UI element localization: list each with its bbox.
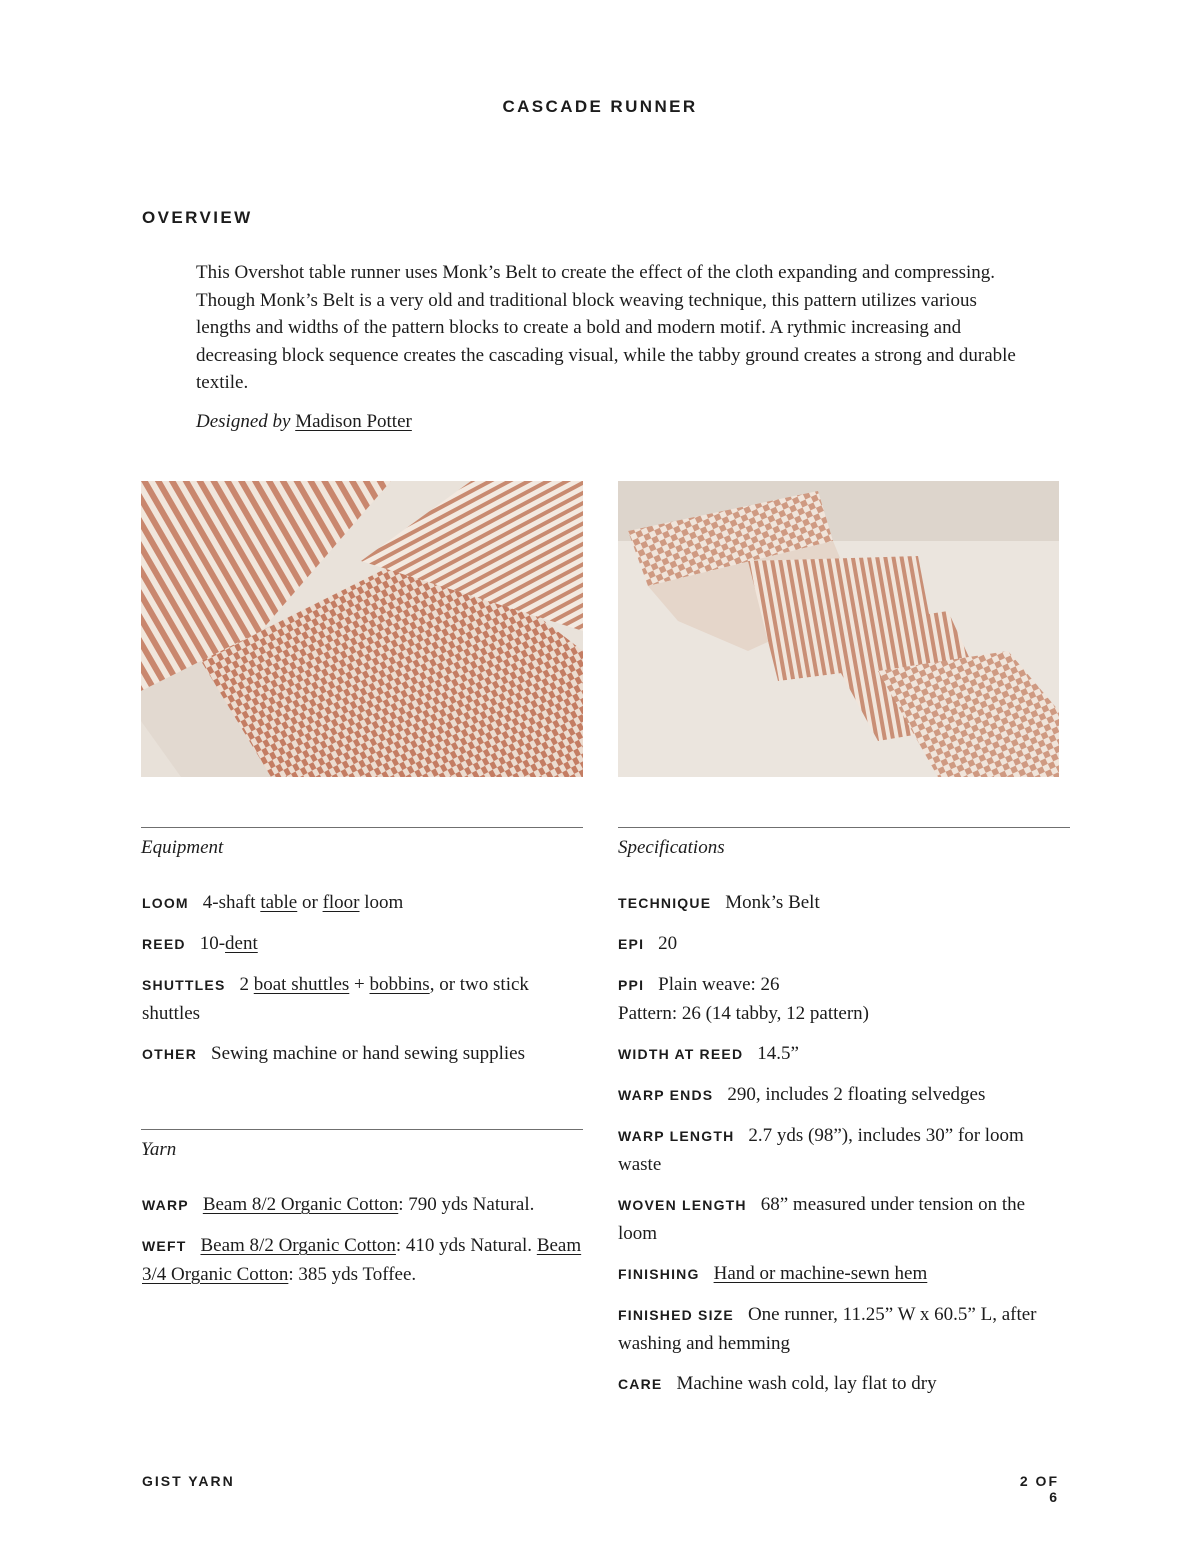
woven-length-label: WOVEN LENGTH (618, 1197, 747, 1213)
woven-length-value: 68” measured under tension on the loom (618, 1194, 1026, 1244)
designed-by-label: Designed by (196, 411, 291, 432)
spec-finishing-row (618, 1260, 1068, 1289)
designer-link[interactable]: Madison Potter (295, 411, 412, 432)
weft-label: WEFT (142, 1238, 187, 1254)
finished-size-label: FINISHED SIZE (618, 1307, 734, 1323)
reed-pre: 10- (199, 933, 226, 954)
yarn-divider (141, 1129, 583, 1130)
spec-ppi-row (618, 971, 1068, 1027)
warp-length-value: 2.7 yds (98”), includes 30” for loom waste (618, 1125, 1024, 1175)
spec-finished-size-row (618, 1301, 1068, 1357)
overview-heading: OVERVIEW (142, 208, 253, 227)
specifications-title: Specifications (618, 837, 725, 858)
finished-size-value: One runner, 11.25” W x 60.5” L, after washing and hemming (618, 1304, 1037, 1354)
spec-care-row (618, 1370, 1068, 1399)
equipment-shuttles-row (142, 971, 582, 1027)
finishing-label: FINISHING (618, 1266, 700, 1282)
shuttles-plus: + (354, 974, 365, 995)
shuttles-post: , or two stick shuttles (142, 974, 529, 1024)
weft-yarn-link-2[interactable]: Beam 3/4 Organic Cotton (142, 1235, 582, 1285)
shuttles-label: SHUTTLES (142, 977, 226, 993)
table-loom-link[interactable]: table (260, 892, 298, 913)
equipment-other-row (142, 1040, 582, 1069)
footer-brand: GIST YARN (142, 1473, 235, 1489)
warp-ends-value: 290, includes 2 floating selvedges (727, 1084, 986, 1105)
overview-paragraph: This Overshot table runner uses Monk’s Belt to create the effect of the cloth expanding and compressing. Though Monk’s Belt is a very old and traditional block weaving technique, this pattern utilizes various lengths and widths of the pattern blocks to create a bold and modern motif. A rythmic increasing and decreasing block sequence creates the cascading visual, while the tabby ground creates a strong and durable textile. (196, 262, 1016, 393)
yarn-warp-row (142, 1191, 582, 1220)
warp-ends-label: WARP ENDS (618, 1087, 714, 1103)
floor-loom-link[interactable]: floor (322, 892, 360, 913)
weft-yarn-amount-1: : 410 yds Natural. (395, 1235, 533, 1256)
loom-or: or (302, 892, 318, 913)
runner-laid-out-illustration (618, 481, 1059, 777)
bobbins-link[interactable]: bobbins (369, 974, 430, 995)
epi-label: EPI (618, 936, 645, 952)
reed-label: REED (142, 936, 186, 952)
equipment-title: Equipment (141, 837, 224, 858)
warp-label: WARP (142, 1197, 189, 1213)
loom-post: loom (364, 892, 404, 913)
boat-shuttles-link[interactable]: boat shuttles (253, 974, 350, 995)
equipment-loom-row (142, 889, 582, 918)
yarn-weft-row (142, 1232, 582, 1288)
equipment-divider (141, 827, 583, 828)
yarn-title: Yarn (141, 1139, 177, 1160)
runner-laid-out-photo (618, 481, 1059, 777)
warp-yarn-link[interactable]: Beam 8/2 Organic Cotton (202, 1194, 399, 1215)
technique-value: Monk’s Belt (725, 892, 820, 913)
weft-yarn-amount-2: : 385 yds Toffee. (288, 1263, 417, 1285)
spec-woven-length-row (618, 1191, 1068, 1247)
technique-label: TECHNIQUE (618, 895, 712, 911)
dent-link[interactable]: dent (225, 933, 258, 954)
page-number: 2 OF 6 (1019, 1473, 1059, 1505)
ppi-label: PPI (618, 977, 645, 993)
warp-yarn-amount: : 790 yds Natural. (398, 1194, 535, 1215)
care-value: Machine wash cold, lay flat to dry (676, 1373, 937, 1394)
runner-closeup-photo (141, 481, 583, 777)
other-value: Sewing machine or hand sewing supplies (211, 1043, 525, 1064)
specifications-divider (618, 827, 1070, 828)
designer-credit (196, 411, 412, 433)
loom-label: LOOM (142, 895, 189, 911)
spec-technique-row (618, 889, 1068, 918)
document-title: CASCADE RUNNER (502, 97, 698, 116)
width-at-reed-value: 14.5” (757, 1043, 799, 1064)
spec-warp-length-row (618, 1122, 1068, 1178)
epi-value: 20 (658, 933, 678, 954)
runner-closeup-illustration (141, 481, 583, 777)
spec-width-row (618, 1040, 1068, 1069)
spec-warp-ends-row (618, 1081, 1068, 1110)
equipment-reed-row (142, 930, 582, 959)
ppi-value-pattern: Pattern: 26 (14 tabby, 12 pattern) (618, 1002, 869, 1024)
other-label: OTHER (142, 1046, 197, 1062)
spec-epi-row (618, 930, 1068, 959)
care-label: CARE (618, 1376, 663, 1392)
width-at-reed-label: WIDTH AT REED (618, 1046, 744, 1062)
warp-length-label: WARP LENGTH (618, 1128, 735, 1144)
loom-pre: 4-shaft (202, 892, 256, 913)
finishing-link[interactable]: Hand or machine-sewn hem (713, 1263, 928, 1284)
shuttles-pre: 2 (239, 974, 249, 995)
ppi-value: Plain weave: 26 (658, 974, 780, 995)
weft-yarn-link-1[interactable]: Beam 8/2 Organic Cotton (200, 1235, 396, 1256)
